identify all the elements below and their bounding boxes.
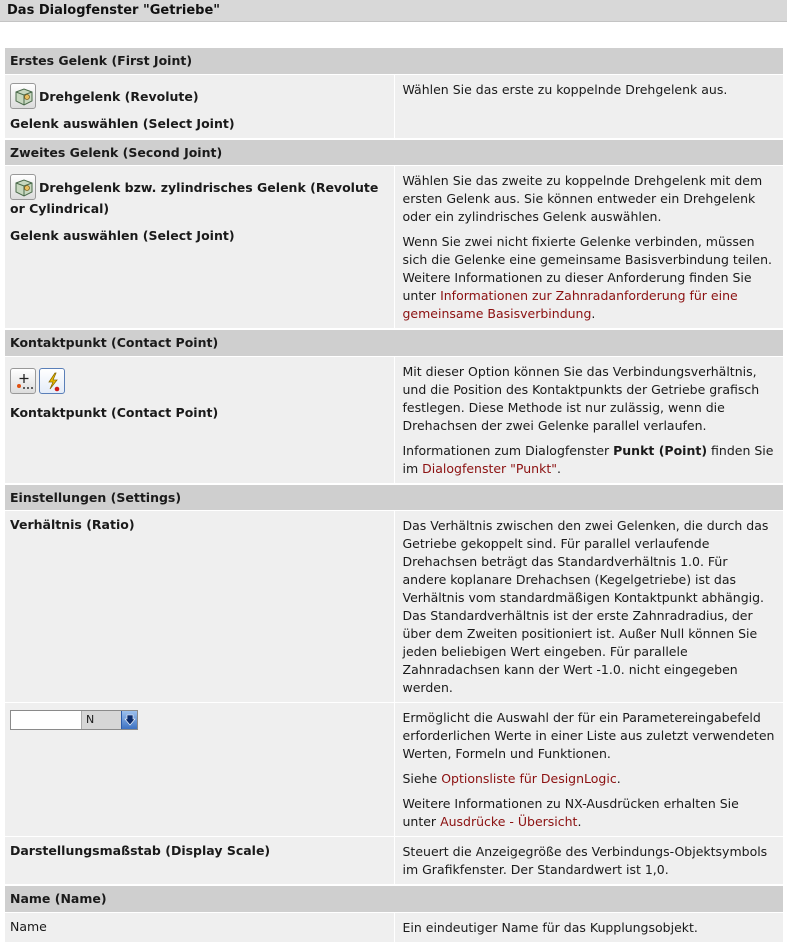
- option-cell: [5, 703, 395, 837]
- revolute-joint-icon[interactable]: [10, 83, 36, 109]
- expressions-overview-link[interactable]: Ausdrücke - Übersicht: [440, 814, 578, 829]
- section-contact-point: [5, 329, 784, 356]
- description: Wählen Sie das erste zu koppelnde Drehgelenk aus.: [402, 81, 728, 97]
- description-text: finden Sie im: [402, 442, 774, 476]
- description: [403, 770, 776, 788]
- value-input[interactable]: [11, 711, 81, 729]
- table-row: [5, 703, 784, 837]
- option-table: [4, 46, 784, 943]
- base-link-requirement-link[interactable]: Informationen zur Zahnradanforderung für eine gemeinsame Basisverbindung: [402, 288, 738, 321]
- section-first-joint: [5, 47, 784, 74]
- description-text: Weitere Informationen zu NX-Ausdrücken erhalten Sie unter: [402, 796, 739, 829]
- section-header: Erstes Gelenk (First Joint): [5, 47, 784, 74]
- expression-combo[interactable]: [10, 710, 138, 730]
- description-cell: [394, 74, 784, 139]
- description-cell: [394, 511, 784, 703]
- description-text: Wenn Sie zwei nicht fixierte Gelenke verbinden, müssen sich die Gelenke eine gemeinsame Basisverbindung teilen. Weitere Informationen zu dieser Anforderung finden Sie unter: [402, 234, 772, 303]
- select-joint-label: Gelenk auswählen (Select Joint): [10, 115, 235, 131]
- section-header: Kontaktpunkt (Contact Point): [5, 329, 784, 356]
- table-row: [5, 511, 784, 703]
- description-cell: [394, 837, 784, 886]
- description: [403, 233, 776, 323]
- description-text: .: [616, 771, 621, 786]
- description-text: .: [577, 814, 582, 829]
- description: [403, 442, 776, 478]
- description-text: Informationen zum Dialogfenster: [402, 442, 614, 458]
- option-cell: [5, 166, 395, 330]
- display-scale-label: Darstellungsmaßstab (Display Scale): [5, 837, 395, 886]
- section-header: Name (Name): [5, 885, 784, 912]
- table-row: [5, 912, 784, 942]
- revolute-cylindrical-label: Drehgelenk bzw. zylindrisches Gelenk (Revolute or Cylindrical): [10, 180, 379, 216]
- option-cell: [5, 74, 395, 139]
- select-joint-label: Gelenk auswählen (Select Joint): [10, 228, 235, 243]
- description: Das Verhältnis zwischen den zwei Gelenken, die durch das Getriebe gekoppelt sind. Für parallel verlaufende Drehachsen beträgt das Standardverhältnis 1.0. Für andere koplanare Drehachsen (Kegelgetriebe) ist das Verhältnis vom standardmäßigen Kontaktpunkt abhängig. Das Standardverhältnis ist der erste Zahnradradius, der über dem Zweiten positioniert ist. Außer Null können Sie jeden beliebigen Wert eingeben. Für parallele Zahnradachsen kann der Wert -1.0. nicht eingegeben werden.: [402, 518, 769, 695]
- description: Mit dieser Option können Sie das Verbindungsverhältnis, und die Position des Kontaktpunkts der Getriebe grafisch festlegen. Diese Methode ist nur zulässig, wenn die Drehachsen der zwei Gelenke parallel verlaufen.: [402, 363, 760, 433]
- section-header: Einstellungen (Settings): [5, 484, 784, 511]
- name-label: Name: [5, 912, 395, 942]
- description-bold: Punkt (Point): [613, 442, 708, 458]
- revolute-cylindrical-joint-icon[interactable]: [10, 174, 36, 200]
- point-dialog-link[interactable]: Dialogfenster "Punkt": [422, 460, 557, 476]
- contact-point-label: Kontaktpunkt (Contact Point): [10, 404, 219, 420]
- description: Ein eindeutiger Name für das Kupplungsobjekt.: [402, 919, 698, 935]
- table-row: [5, 837, 784, 886]
- table-row: [5, 166, 784, 330]
- revolute-label: Drehgelenk (Revolute): [39, 88, 199, 104]
- unit-label: N: [81, 711, 121, 729]
- section-settings: [5, 484, 784, 511]
- section-header: Zweites Gelenk (Second Joint): [5, 139, 784, 166]
- point-dialog-icon[interactable]: [10, 368, 36, 394]
- section-name: [5, 885, 784, 912]
- description: Ermöglicht die Auswahl der für ein Parametereingabefeld erforderlichen Werte in einer Liste aus zuletzt verwendeten Werten, Formeln und Funktionen.: [402, 710, 775, 761]
- description-text: .: [556, 460, 561, 476]
- description-cell: [394, 703, 784, 837]
- inferred-point-icon[interactable]: [39, 368, 65, 394]
- table-row: [5, 74, 784, 139]
- table-row: [5, 356, 784, 484]
- description: Wählen Sie das zweite zu koppelnde Drehgelenk mit dem ersten Gelenk aus. Sie können entweder ein Drehgelenk oder ein zylindrisches Gelenk auswählen.: [402, 173, 763, 224]
- section-second-joint: [5, 139, 784, 166]
- description-text: Siehe: [402, 771, 442, 786]
- option-cell: [5, 356, 395, 484]
- description: Steuert die Anzeigegröße des Verbindungs-Objektsymbols im Grafikfenster. Der Standardwert ist 1,0.: [402, 844, 768, 877]
- dropdown-arrow-icon[interactable]: [121, 711, 137, 729]
- description-cell: [394, 912, 784, 942]
- description-text: .: [591, 306, 596, 321]
- description: [403, 795, 776, 831]
- ratio-label: Verhältnis (Ratio): [5, 511, 395, 703]
- description-cell: [394, 166, 784, 330]
- page-title: Das Dialogfenster "Getriebe": [0, 0, 787, 22]
- description-cell: [394, 356, 784, 484]
- designlogic-options-link[interactable]: Optionsliste für DesignLogic: [441, 771, 617, 786]
